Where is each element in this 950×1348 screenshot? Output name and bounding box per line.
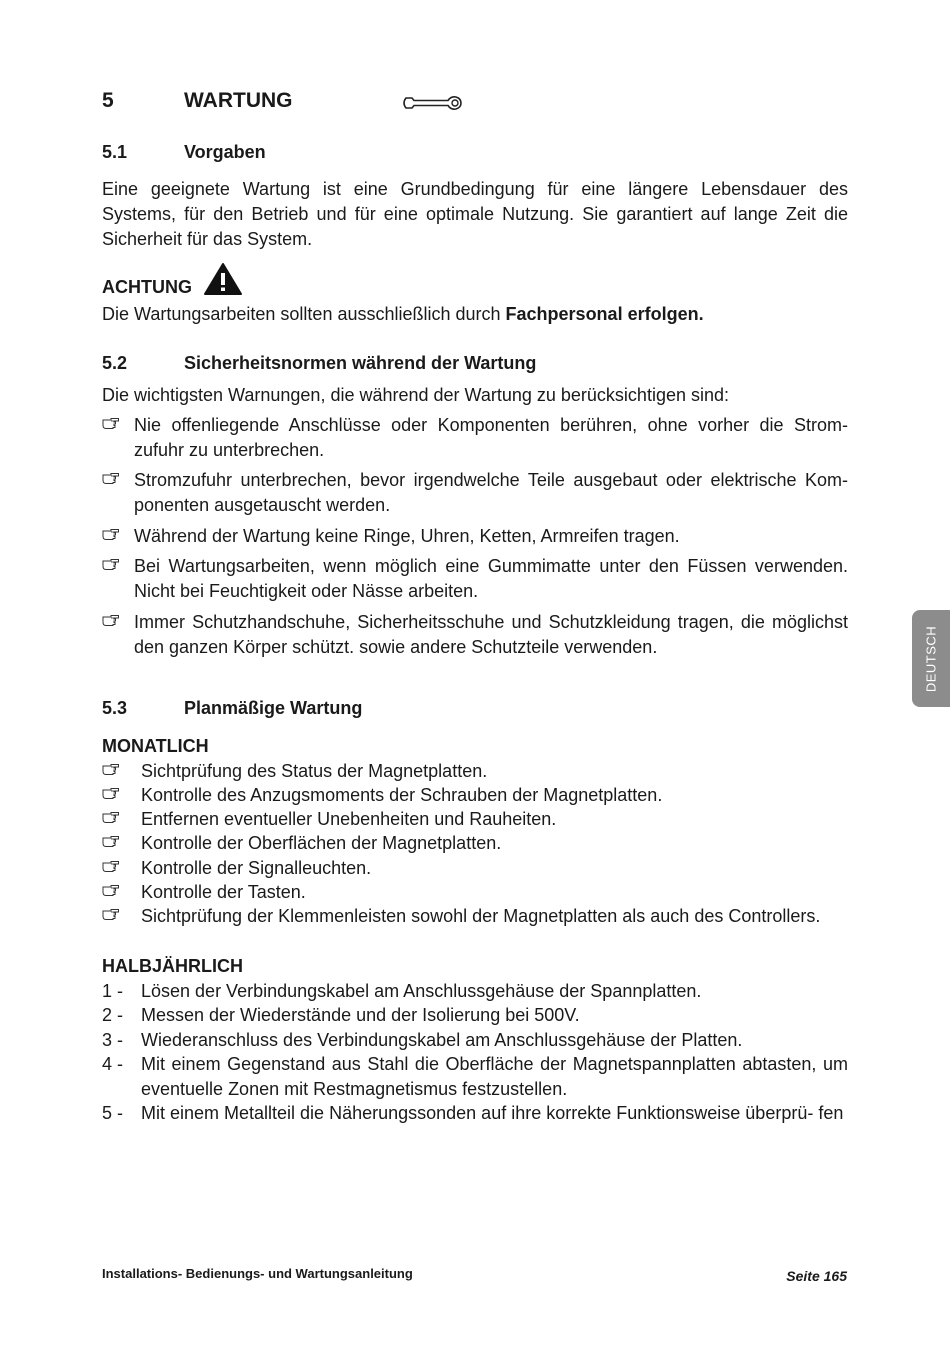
item-number: 4 - xyxy=(102,1054,124,1074)
list-item-text: Stromzufuhr unterbrechen, bevor irgendwelche Teile ausgebaut oder elektrische Kom- ponenten ausgetauscht werden. xyxy=(134,470,848,515)
item-number: 3 - xyxy=(102,1030,124,1050)
warning-text xyxy=(102,302,848,327)
pointing-hand-icon xyxy=(102,810,120,824)
pointing-hand-icon xyxy=(102,557,120,571)
section-title: Planmäßige Wartung xyxy=(184,698,363,718)
pointing-hand-icon xyxy=(102,471,120,485)
section-number: 5.1 xyxy=(102,142,128,162)
list-item-text: Mit einem Metallteil die Näherungssonden auf ihre korrekte Funktionsweise überprü- fen xyxy=(141,1103,844,1123)
language-side-tab xyxy=(912,610,950,707)
monthly-list-item xyxy=(102,759,848,784)
pointing-hand-icon xyxy=(102,834,120,848)
monthly-list-item xyxy=(102,880,848,905)
list-item-text: Sichtprüfung der Klemmenleisten sowohl der Magnetplatten als auch des Controllers. xyxy=(141,906,821,926)
item-number: 1 - xyxy=(102,981,124,1001)
warning-text-normal: Die Wartungsarbeiten sollten ausschließlich durch xyxy=(102,304,506,324)
list-item-text: Sichtprüfung des Status der Magnetplatten. xyxy=(141,761,488,781)
halfyear-list-item xyxy=(102,1052,848,1102)
pointing-hand-icon xyxy=(102,883,120,897)
pointing-hand-icon xyxy=(102,859,120,873)
list-item-text: Kontrolle der Tasten. xyxy=(141,882,306,902)
monthly-heading: MONATLICH xyxy=(102,736,209,756)
section-title: Sicherheitsnormen während der Wartung xyxy=(184,353,537,373)
safety-list-item xyxy=(102,610,848,660)
footer-page-number: Seite 165 xyxy=(786,1268,847,1284)
halfyear-list-item xyxy=(102,1101,848,1126)
side-tab-label: DEUTSCH xyxy=(923,625,939,692)
warning-text-bold: Fachpersonal erfolgen. xyxy=(505,304,704,324)
monthly-list-item xyxy=(102,904,848,929)
warning-triangle-icon xyxy=(203,262,243,296)
monthly-list-item xyxy=(102,831,848,856)
monthly-list-item xyxy=(102,783,848,808)
list-item-text: Kontrolle des Anzugsmoments der Schrauben der Magnetplatten. xyxy=(141,785,663,805)
halfyear-list-item xyxy=(102,979,848,1004)
pointing-hand-icon xyxy=(102,613,120,627)
halfyear-list-item xyxy=(102,1028,848,1053)
monthly-list-item xyxy=(102,856,848,881)
section-5-1-paragraph: Eine geeignete Wartung ist eine Grundbedingung für eine längere Lebensdauer des Systems, für den Betrieb und für eine optimale Nutzung. Sie garantiert auf lange Zeit die Sicherheit für das System. xyxy=(102,179,848,249)
safety-list-item xyxy=(102,468,848,518)
list-item-text: Entfernen eventueller Unebenheiten und Rauheiten. xyxy=(141,809,557,829)
wrench-icon xyxy=(400,92,464,114)
pointing-hand-icon xyxy=(102,786,120,800)
section-title: WARTUNG xyxy=(184,89,293,112)
list-item-text: Während der Wartung keine Ringe, Uhren, Ketten, Armreifen tragen. xyxy=(134,526,680,546)
list-item-text: Nie offenliegende Anschlüsse oder Komponenten berühren, ohne vorher die Strom- zufuhr zu unterbrechen. xyxy=(134,415,848,460)
warning-label: ACHTUNG xyxy=(102,277,192,297)
safety-list-item xyxy=(102,524,848,549)
list-item-text: Messen der Wiederstände und der Isolierung bei 500V. xyxy=(141,1005,580,1025)
safety-list-item xyxy=(102,413,848,463)
item-number: 2 - xyxy=(102,1005,124,1025)
halfyear-heading: HALBJÄHRLICH xyxy=(102,956,243,976)
list-item-text: Bei Wartungsarbeiten, wenn möglich eine Gummimatte unter den Füssen verwenden. Nicht bei Feuchtigkeit oder Nässe arbeiten. xyxy=(134,556,848,601)
section-number: 5.3 xyxy=(102,698,128,718)
item-number: 5 - xyxy=(102,1103,124,1123)
list-item-text: Kontrolle der Oberflächen der Magnetplatten. xyxy=(141,833,502,853)
safety-list-item xyxy=(102,554,848,604)
list-item-text: Wiederanschluss des Verbindungskabel am Anschlussgehäuse der Platten. xyxy=(141,1030,743,1050)
section-number: 5.2 xyxy=(102,353,128,373)
halfyear-list-item xyxy=(102,1003,848,1028)
list-item-text: Kontrolle der Signalleuchten. xyxy=(141,858,372,878)
list-item-text: Immer Schutzhandschuhe, Sicherheitsschuhe und Schutzkleidung tragen, die möglichst den ganzen Körper schützt. sowie andere Schutzteile verwenden. xyxy=(134,612,848,657)
footer-manual-title: Installations- Bedienungs- und Wartungsanleitung xyxy=(102,1266,413,1281)
section-number: 5 xyxy=(102,89,114,112)
pointing-hand-icon xyxy=(102,416,120,430)
pointing-hand-icon xyxy=(102,762,120,776)
list-item-text: Lösen der Verbindungskabel am Anschlussgehäuse der Spannplatten. xyxy=(141,981,702,1001)
monthly-list-item xyxy=(102,807,848,832)
section-title: Vorgaben xyxy=(184,142,266,162)
pointing-hand-icon xyxy=(102,527,120,541)
section-5-2-intro: Die wichtigsten Warnungen, die während der Wartung zu berücksichtigen sind: xyxy=(102,385,729,405)
pointing-hand-icon xyxy=(102,907,120,921)
list-item-text: Mit einem Gegenstand aus Stahl die Oberfläche der Magnetspannplatten abtasten, um eventuelle Zonen mit Restmagnetismus festzustellen. xyxy=(141,1054,848,1099)
